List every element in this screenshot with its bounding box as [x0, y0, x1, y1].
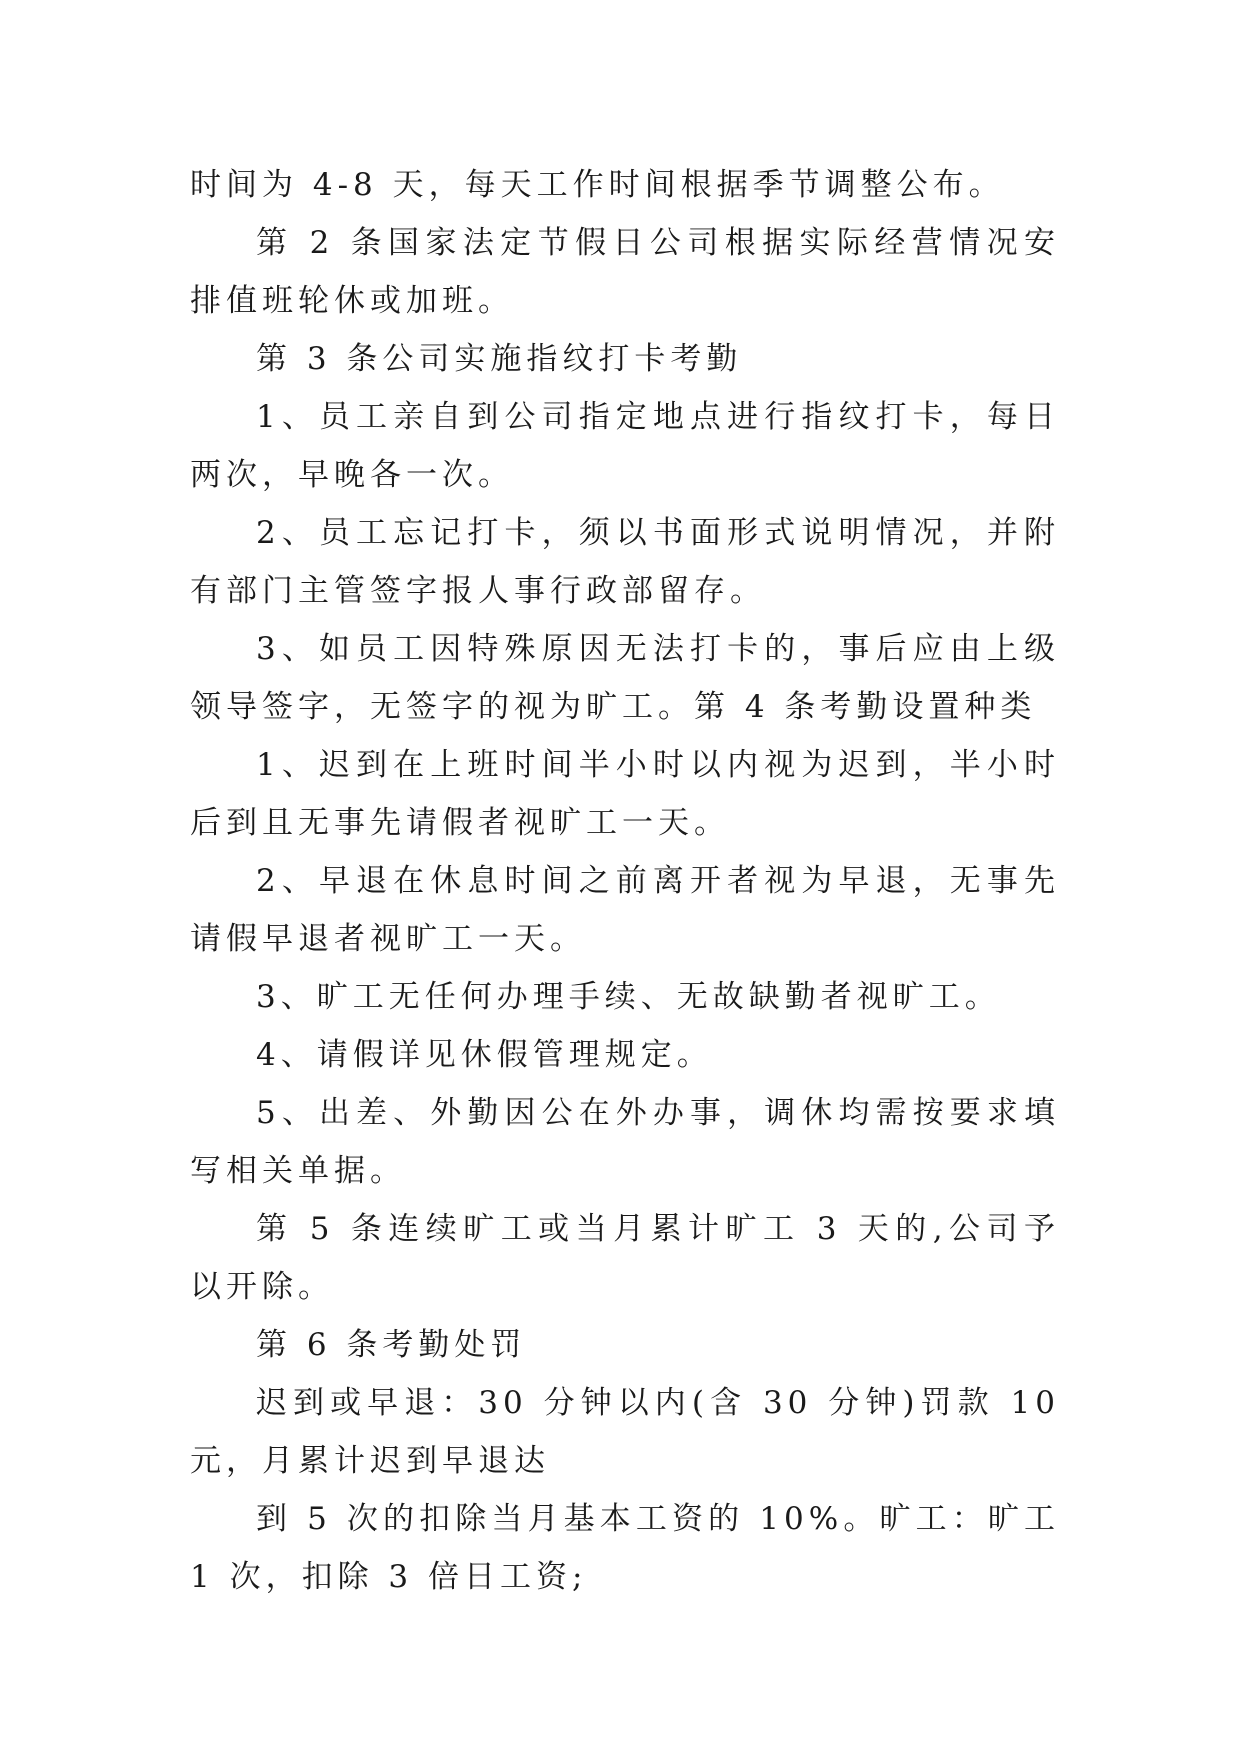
paragraph-8: 2、早退在休息时间之前离开者视为早退，无事先请假早退者视旷工一天。 — [190, 863, 1060, 957]
document-body — [190, 156, 1060, 1606]
paragraph-1: 时间为 4-8 天，每天工作时间根据季节调整公布。 — [190, 167, 1005, 203]
paragraph-2: 第 2 条国家法定节假日公司根据实际经营情况安排值班轮休或加班。 — [190, 225, 1060, 319]
paragraph-13: 第 6 条考勤处罚 — [256, 1327, 527, 1363]
paragraph-6: 3、如员工因特殊原因无法打卡的，事后应由上级领导签字，无签字的视为旷工。第 4 条考勤设置种类 — [190, 631, 1060, 725]
paragraph-10: 4、请假详见休假管理规定。 — [256, 1037, 713, 1073]
paragraph-9: 3、旷工无任何办理手续、无故缺勤者视旷工。 — [256, 979, 1001, 1015]
paragraph-15: 到 5 次的扣除当月基本工资的 10%。旷工：旷工 1 次，扣除 3 倍日工资; — [190, 1501, 1060, 1595]
paragraph-7: 1、迟到在上班时间半小时以内视为迟到，半小时后到且无事先请假者视旷工一天。 — [190, 747, 1060, 841]
paragraph-14: 迟到或早退：30 分钟以内(含 30 分钟)罚款 10 元，月累计迟到早退达 — [190, 1385, 1060, 1479]
paragraph-5: 2、员工忘记打卡，须以书面形式说明情况，并附有部门主管签字报人事行政部留存。 — [190, 515, 1060, 609]
paragraph-12: 第 5 条连续旷工或当月累计旷工 3 天的,公司予以开除。 — [190, 1211, 1060, 1305]
paragraph-4: 1、员工亲自到公司指定地点进行指纹打卡，每日两次，早晚各一次。 — [190, 399, 1060, 493]
paragraph-3: 第 3 条公司实施指纹打卡考勤 — [256, 341, 743, 377]
paragraph-11: 5、出差、外勤因公在外办事，调休均需按要求填写相关单据。 — [190, 1095, 1060, 1189]
